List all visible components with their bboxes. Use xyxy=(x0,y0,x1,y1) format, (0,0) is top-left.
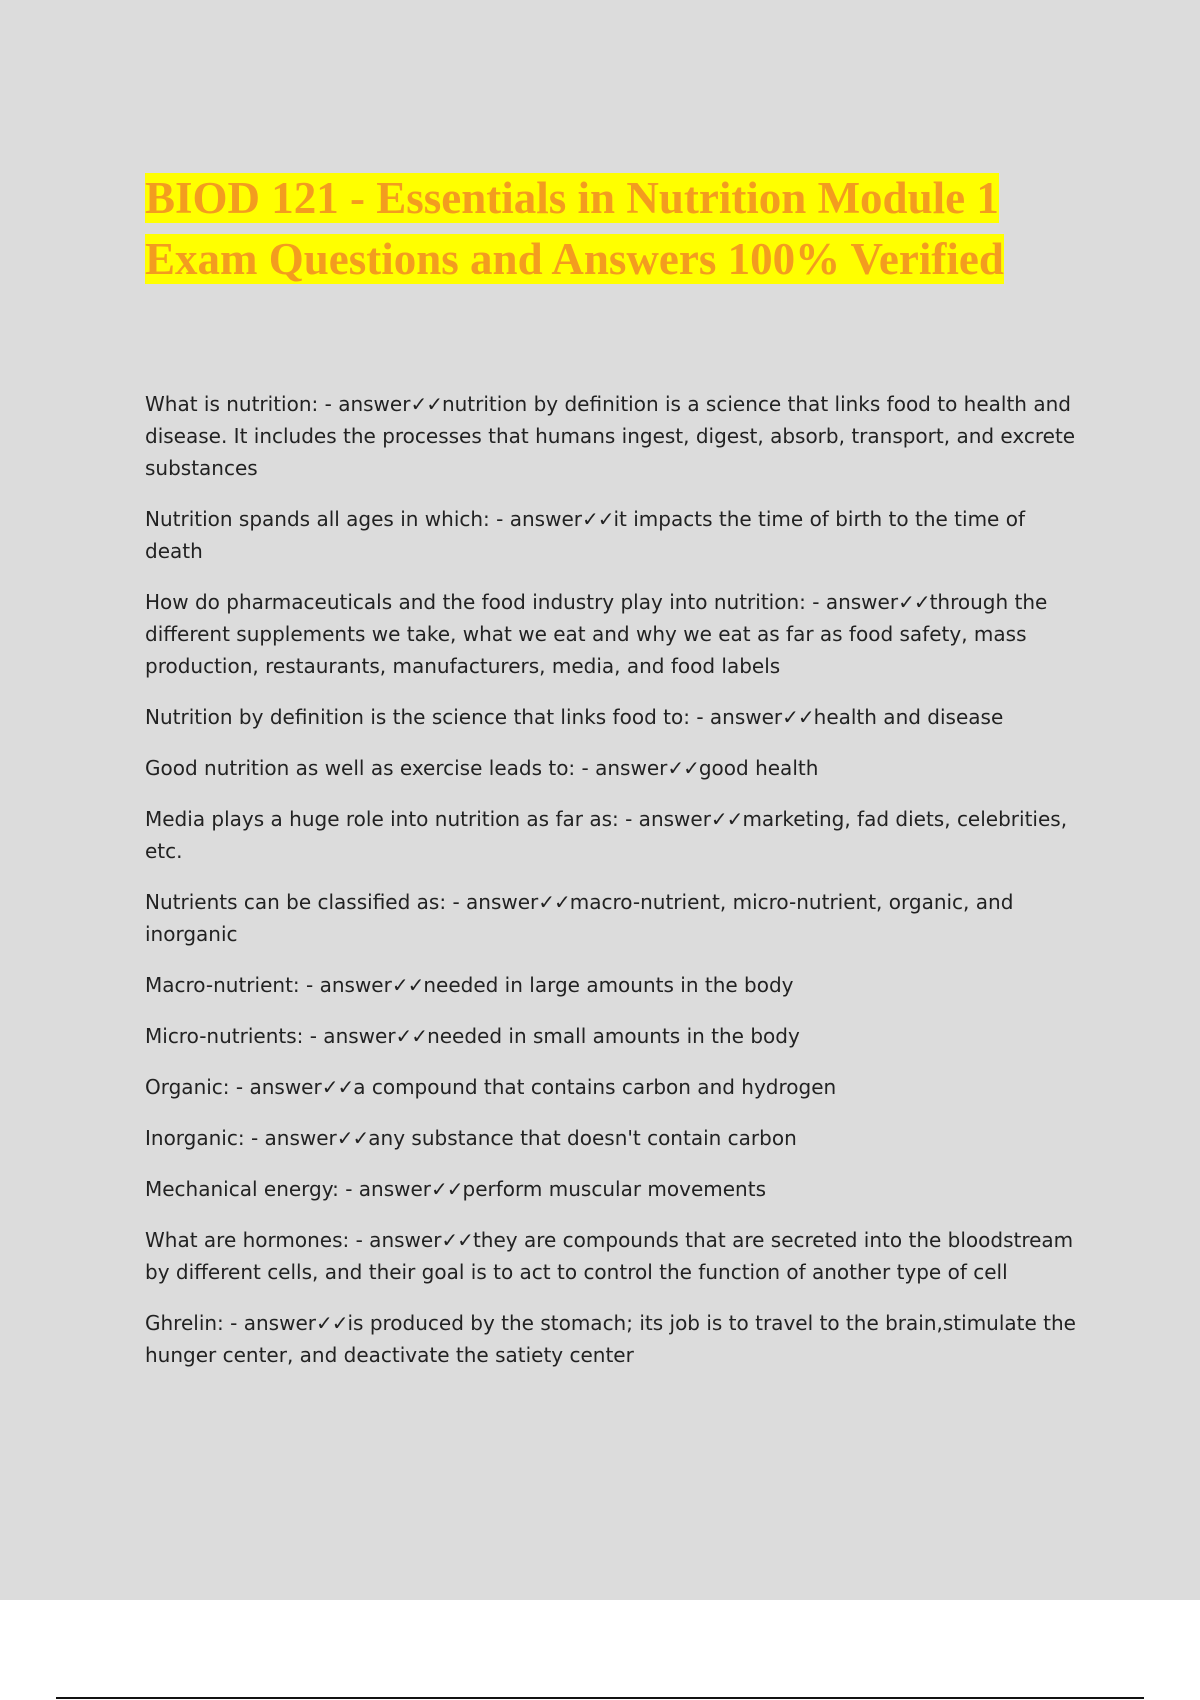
qa-item xyxy=(145,1020,1085,1052)
qa-item xyxy=(145,1071,1085,1103)
double-check-icon: ✓✓ xyxy=(667,756,699,780)
question-text: Good nutrition as well as exercise leads to: xyxy=(145,756,576,780)
answer-text: needed in small amounts in the body xyxy=(427,1024,800,1048)
answer-marker: - answer xyxy=(452,890,539,914)
qa-item xyxy=(145,1122,1085,1154)
question-text: What is nutrition: xyxy=(145,392,319,416)
answer-marker: - answer xyxy=(696,705,783,729)
answer-text: macro-nutrient, micro-nutrient, organic, and inorganic xyxy=(145,890,1014,946)
answer-marker: - answer xyxy=(306,973,392,997)
question-text: What are hormones: xyxy=(145,1228,350,1252)
double-check-icon: ✓✓ xyxy=(710,807,743,831)
qa-item xyxy=(145,1224,1085,1288)
double-check-icon: ✓✓ xyxy=(315,1311,348,1335)
answer-text: good health xyxy=(698,756,819,780)
answer-text: a compound that contains carbon and hydrogen xyxy=(353,1075,837,1099)
answer-marker: - answer xyxy=(581,756,668,780)
question-text: Inorganic: xyxy=(145,1126,245,1150)
qa-list xyxy=(145,388,1085,1390)
answer-marker: - answer xyxy=(345,1177,432,1201)
question-text: Media plays a huge role into nutrition as far as: xyxy=(145,807,619,831)
double-check-icon: ✓✓ xyxy=(782,705,814,729)
double-check-icon: ✓✓ xyxy=(441,1228,473,1252)
qa-item xyxy=(145,969,1085,1001)
answer-text: they are compounds that are secreted into the bloodstream by different cells, and their goal is to act to control the function of another type of cell xyxy=(145,1228,1074,1284)
question-text: Nutrients can be classified as: xyxy=(145,890,447,914)
qa-item xyxy=(145,1173,1085,1205)
answer-text: needed in large amounts in the body xyxy=(423,973,794,997)
qa-item xyxy=(145,388,1085,484)
question-text: Ghrelin: xyxy=(145,1311,224,1335)
title-line-1: BIOD 121 - Essentials in Nutrition Module 1 xyxy=(145,173,999,223)
double-check-icon: ✓✓ xyxy=(581,507,614,531)
qa-item xyxy=(145,886,1085,950)
answer-marker: - answer xyxy=(235,1075,322,1099)
qa-item xyxy=(145,1307,1085,1371)
answer-marker: - answer xyxy=(812,590,899,614)
question-text: Macro-nutrient: xyxy=(145,973,300,997)
answer-marker: - answer xyxy=(625,807,711,831)
double-check-icon: ✓✓ xyxy=(336,1126,369,1150)
double-check-icon: ✓✓ xyxy=(898,590,930,614)
answer-text: health and disease xyxy=(813,705,1004,729)
answer-marker: - answer xyxy=(355,1228,442,1252)
answer-text: any substance that doesn't contain carbon xyxy=(368,1126,797,1150)
question-text: Micro-nutrients: xyxy=(145,1024,304,1048)
double-check-icon: ✓✓ xyxy=(321,1075,354,1099)
double-check-icon: ✓✓ xyxy=(410,392,442,416)
answer-marker: - answer xyxy=(309,1024,396,1048)
answer-text: it impacts the time of birth to the time of death xyxy=(145,507,1025,563)
footer-divider xyxy=(56,1697,1144,1699)
answer-text: perform muscular movements xyxy=(462,1177,766,1201)
qa-item xyxy=(145,701,1085,733)
qa-item xyxy=(145,503,1085,567)
answer-text: through the different supplements we take, what we eat and why we eat as far as food safety, mass production, restaurants, manufacturers, media, and food labels xyxy=(145,590,1048,678)
answer-marker: - answer xyxy=(324,392,411,416)
answer-text: nutrition by definition is a science that links food to health and disease. It includes the processes that humans ingest, digest, absorb, transport, and excrete substances xyxy=(145,392,1076,480)
question-text: Nutrition by definition is the science that links food to: xyxy=(145,705,690,729)
qa-item xyxy=(145,586,1085,682)
qa-item xyxy=(145,803,1085,867)
question-text: Organic: xyxy=(145,1075,230,1099)
document-title xyxy=(145,168,1085,290)
double-check-icon: ✓✓ xyxy=(538,890,570,914)
question-text: Nutrition spands all ages in which: xyxy=(145,507,490,531)
question-text: Mechanical energy: xyxy=(145,1177,339,1201)
answer-text: marketing, fad diets, celebrities, etc. xyxy=(145,807,1068,863)
answer-marker: - answer xyxy=(230,1311,316,1335)
double-check-icon: ✓✓ xyxy=(395,1024,428,1048)
double-check-icon: ✓✓ xyxy=(431,1177,463,1201)
double-check-icon: ✓✓ xyxy=(391,973,424,997)
title-line-2: Exam Questions and Answers 100% Verified xyxy=(145,234,1004,284)
question-text: How do pharmaceuticals and the food industry play into nutrition: xyxy=(145,590,806,614)
qa-item xyxy=(145,752,1085,784)
answer-marker: - answer xyxy=(496,507,582,531)
answer-text: is produced by the stomach; its job is to travel to the brain,stimulate the hunger center, and deactivate the satiety center xyxy=(145,1311,1076,1367)
answer-marker: - answer xyxy=(250,1126,337,1150)
